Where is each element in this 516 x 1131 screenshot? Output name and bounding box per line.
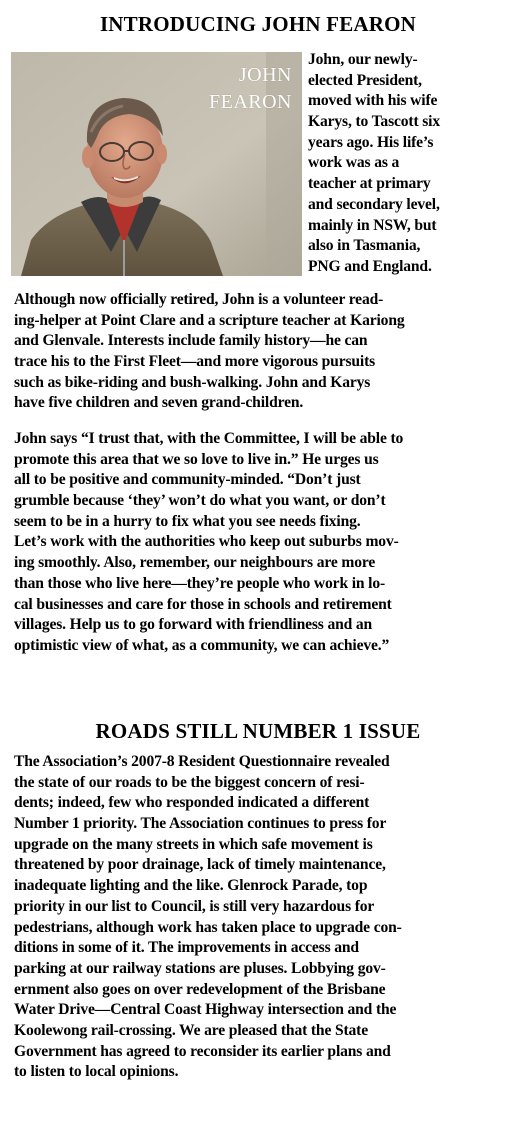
text-line: John says “I trust that, with the Committee, I will be able to [14, 430, 404, 447]
text-line: villages. Help us to go forward with friendliness and an [14, 616, 373, 634]
text-line: John, our newly- [308, 51, 418, 68]
john-fearon-photo [11, 52, 302, 276]
text-line: Government has agreed to reconsider its earlier plans and [14, 1042, 391, 1060]
text-line: moved with his wife [308, 92, 438, 110]
text-line: priority in our list to Council, is still very hazardous for [14, 897, 375, 915]
text-line: threatened by poor drainage, lack of timely maintenance, [14, 856, 386, 874]
text-line: have five children and seven grand-children. [14, 394, 304, 412]
text-line: mainly in NSW, but [308, 216, 437, 234]
text-line: the state of our roads to be the biggest concern of resi- [14, 773, 365, 791]
text-line: Number 1 priority. The Association continues to press for [14, 815, 387, 833]
text-line: Koolewong rail-crossing. We are pleased that the State [14, 1021, 368, 1039]
text-line: parking at our railway stations are pluses. Lobbying gov- [14, 959, 386, 977]
roads-paragraph [14, 752, 510, 1083]
text-line: also in Tasmania, [308, 237, 421, 255]
text-line: ing smoothly. Also, remember, our neighbours are more [14, 554, 376, 572]
text-line: dents; indeed, few who responded indicated a different [14, 794, 370, 812]
photo-caption-first-name: JOHN [238, 64, 292, 86]
photo-caption [209, 62, 292, 116]
text-line: upgrade on the many streets in which safe movement is [14, 835, 373, 853]
text-line: grumble because ‘they’ won’t do what you want, or don’t [14, 492, 386, 510]
text-line: and secondary level, [308, 195, 440, 213]
text-line: Water Drive—Central Coast Highway intersection and the [14, 1001, 397, 1019]
text-line: years ago. His life’s [308, 133, 434, 151]
text-line: optimistic view of what, as a community, we can achieve.” [14, 636, 390, 654]
photo-caption-last-name: FEARON [208, 91, 292, 113]
text-line: all to be positive and community-minded. “Don’t just [14, 471, 361, 489]
text-line: promote this area that we so love to live in.” He urges us [14, 450, 379, 468]
text-line: teacher at primary [308, 175, 431, 193]
intro-paragraph-interests [14, 290, 510, 414]
text-line: ditions in some of it. The improvements in access and [14, 939, 359, 957]
text-line: seem to be in a hurry to fix what you see needs fixing. [14, 512, 361, 530]
text-line: inadequate lighting and the like. Glenrock Parade, top [14, 877, 368, 895]
text-line: such as bike-riding and bush-walking. John and Karys [14, 373, 371, 391]
text-line: elected President, [308, 71, 422, 89]
text-line: The Association’s 2007-8 Resident Questionnaire revealed [14, 753, 390, 770]
text-line: ing-helper at Point Clare and a scripture teacher at Kariong [14, 311, 405, 329]
text-line: Although now officially retired, John is a volunteer read- [14, 291, 384, 308]
text-line: ernment also goes on over redevelopment of the Brisbane [14, 980, 386, 998]
text-line: to listen to local opinions. [14, 1063, 179, 1081]
article-heading-introducing-john-fearon: INTRODUCING JOHN FEARON [99, 12, 417, 36]
text-line: pedestrians, although work has taken place to upgrade con- [14, 918, 402, 936]
text-line: and Glenvale. Interests include family history—he can [14, 332, 368, 350]
text-line: cal businesses and care for those in schools and retirement [14, 595, 392, 613]
text-line: work was as a [308, 154, 400, 172]
intro-side-paragraph [308, 50, 512, 278]
text-line: PNG and England. [308, 257, 432, 275]
text-line: Karys, to Tascott six [308, 113, 441, 131]
text-line: Let’s work with the authorities who keep out suburbs mov- [14, 533, 399, 551]
intro-paragraph-quote [14, 429, 510, 657]
text-line: trace his to the First Fleet—and more vigorous pursuits [14, 353, 376, 371]
text-line: than those who live here—they’re people who work in lo- [14, 574, 386, 592]
article-heading-roads-still-number-1-issue: ROADS STILL NUMBER 1 ISSUE [95, 719, 421, 743]
